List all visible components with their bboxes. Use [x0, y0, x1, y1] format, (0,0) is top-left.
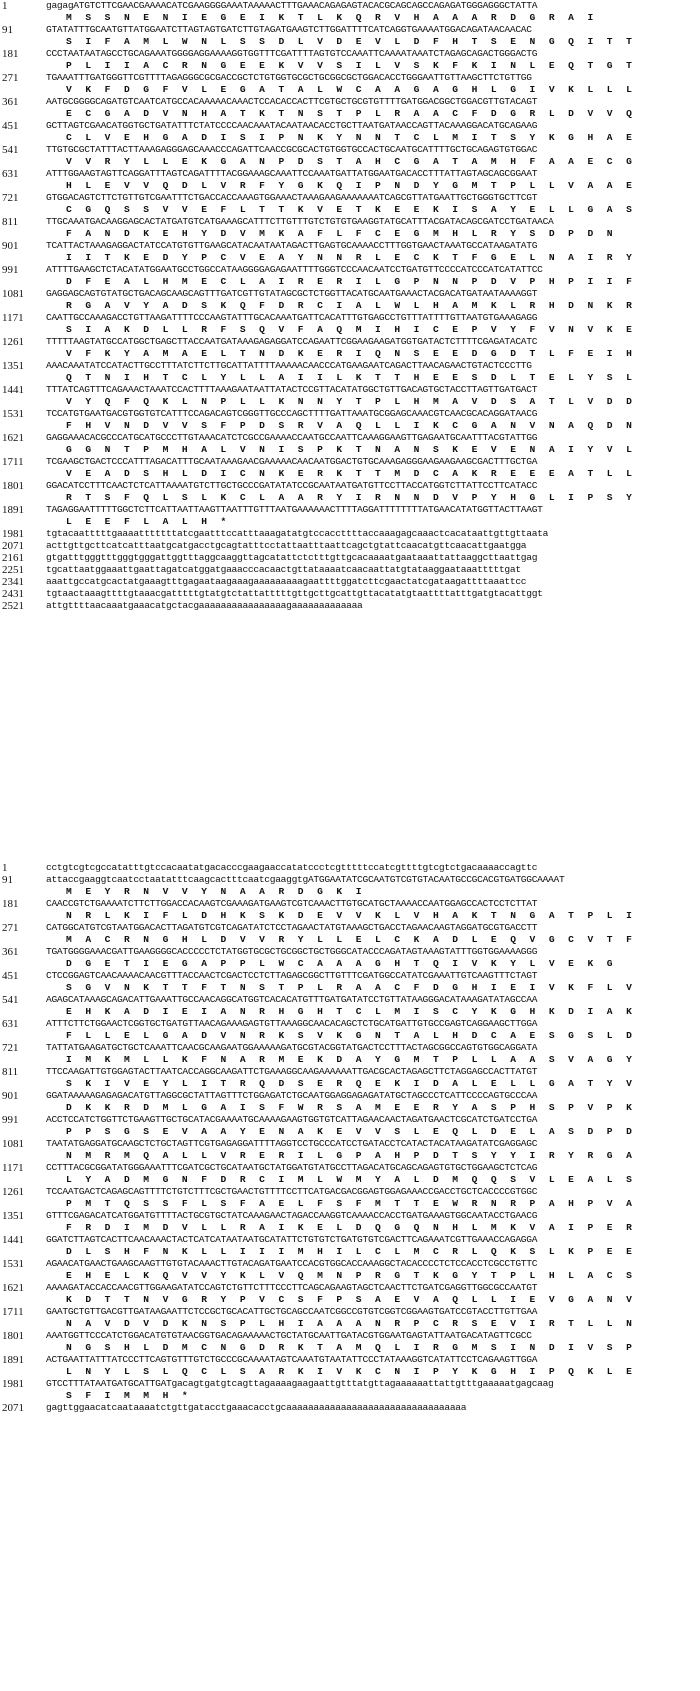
- amino-acid-translation-line: [0, 156, 700, 168]
- nucleotide-sequence-line: [0, 144, 700, 156]
- amino-acid-translation-line: [0, 396, 700, 408]
- utr-sequence-line: [0, 552, 700, 564]
- sequence-block-2: [0, 862, 700, 1414]
- nucleotide-sequence: ATTTTGAAGCTCTACATATGGAATGCCTGGCCATAAGGGGAGAGAATTTTGGGTCCCAACAATCCTGATGTTCCCCATCCCATCATATTCC: [46, 264, 543, 275]
- amino-acid-translation-line: [0, 204, 700, 216]
- nucleotide-sequence: CAACCGTCTGAAAATCTTCTTGGACCACAAGTCGAAAGATGAAGTCGTCAAACTTGTGCATGCTAAAACCAATGGAGCCACTCCTCTTAT: [46, 898, 538, 909]
- position-number: 91: [2, 874, 13, 886]
- utr-sequence-line: [0, 600, 700, 612]
- amino-acid-translation-line: [0, 444, 700, 456]
- amino-acid-translation: K D T T N V G R Y P V C S F P S A E V A Q L L I E V G A N V: [66, 1294, 636, 1305]
- nucleotide-sequence-line: [0, 120, 700, 132]
- amino-acid-translation-line: [0, 934, 700, 946]
- position-number: 1441: [2, 384, 24, 396]
- nucleotide-sequence-line: [0, 480, 700, 492]
- position-number: 2521: [2, 600, 24, 612]
- nucleotide-sequence: TTGTGCGCTATTTACTTAAAGAGGGAGCAAACCCAGATTCAACCGCGCACTGTGGTGCCACTGCAATGCATTTTGCTGCAGAGTGTGGAC: [46, 144, 538, 155]
- amino-acid-translation-line: [0, 12, 700, 24]
- nucleotide-sequence-line: [0, 1210, 700, 1222]
- amino-acid-translation-line: [0, 1150, 700, 1162]
- amino-acid-translation-line: [0, 180, 700, 192]
- amino-acid-translation-line: [0, 132, 700, 144]
- utr-sequence-line: [0, 1402, 700, 1414]
- position-number: 181: [2, 898, 19, 910]
- nucleotide-sequence-line: [0, 216, 700, 228]
- nucleotide-sequence: CCTTTACGCGGATATGGGAAATTTCGATCGCTGCATAATGCTATGGATGTATGCCTTAGACATGCAGCAGAGTGTGCTGGAAGCTCTCAG: [46, 1162, 538, 1173]
- nucleotide-sequence: TAATATGAGGATGCAAGCTCTGCTAGTTCGTGAGAGGATTTTAGGTCCTGCCCATCCTGATACCTCATACTACATAAGATATCGAGGAGC: [46, 1138, 538, 1149]
- position-number: 1801: [2, 480, 24, 492]
- amino-acid-translation-line: [0, 300, 700, 312]
- amino-acid-translation-line: [0, 1246, 700, 1258]
- position-number: 1261: [2, 336, 24, 348]
- nucleotide-sequence-line: [0, 432, 700, 444]
- nucleotide-sequence: GCTTAGTCGAACATGGTGCTGATATTTCTATCCCCAACAAATACAATAACACCTGCTTAATGATAACCAGTTACAAAGGACATGCAGAAG: [46, 120, 538, 131]
- nucleotide-sequence-line: [0, 1162, 700, 1174]
- nucleotide-sequence-line: [0, 1066, 700, 1078]
- nucleotide-sequence: GAATGCTGTTGACGTTGATAAGAATTCTCCGCTGCACATTGCTGCAGCCAATCGGCCGTGTCGGTCGGAAGTGATCCGTACCTTGTTGAA: [46, 1306, 538, 1317]
- nucleotide-sequence: CCCTAATAATAGCCTGCAGAAATGGGGAGGAAAAGGTGGTTTCGATTTTAGTGTCCAAATTCAAAATAAATCTAGAGCAGACTGGGACTG: [46, 48, 538, 59]
- amino-acid-translation: E H E L K Q V V Y K L V Q M N P R G T K G Y T P L H L A C S: [66, 1270, 636, 1281]
- utr-sequence: attgttttaacaaatgaaacatgctacgaaaaaaaaaaaaaaaagaaaaaaaaaaaaa: [46, 600, 363, 611]
- nucleotide-sequence: GTATATTTGCAATGTTATGGAATCTTAGTAGTGATCTTGTAGATGAAGTCTTGGATTTTCATCAGGTGAAAATGGACAGATAACAACAC: [46, 24, 532, 35]
- utr-sequence: tgcattaatggaaattgaattagatcatggatgaaacccacaactgttataaaatcaacaattatgtataaggaataaatttttgat: [46, 564, 521, 575]
- amino-acid-translation-line: [0, 1126, 700, 1138]
- nucleotide-sequence: TATTATGAAGATGCTGCTCAAATTCAACGCAAGAATGGAAAAAGATGCGTACGGTATGACTCCTTTACTAGCGGCCAGTGTGGCAGGATA: [46, 1042, 538, 1053]
- nucleotide-sequence: CATGGCATGTCGTAATGGACACTTAGATGTCGTCAGATATCTCCTAGAACTATGTAAAGCTGACCTAGAACAAGTAGGATGCGTGACCTT: [46, 922, 538, 933]
- amino-acid-translation: S K I V E Y L I T R Q D S E R Q E K I D A L E L L G A T Y V: [66, 1078, 636, 1089]
- position-number: 1711: [2, 456, 24, 468]
- position-number: 2341: [2, 576, 24, 588]
- nucleotide-sequence-line: [0, 922, 700, 934]
- amino-acid-translation: P L I I A C R N G E E K V V S I L V S K F K I N L E Q T G T: [66, 60, 636, 71]
- position-number: 901: [2, 240, 19, 252]
- nucleotide-sequence-line: [0, 312, 700, 324]
- nucleotide-sequence: ATTTGGAAGTAGTTCAGGATTTAGTCAGATTTTACGGAAAGCAAATTCCAAATGATTATGGAATGACACCTTTATTAGTAGCAGCGGAAT: [46, 168, 538, 179]
- amino-acid-translation: C G Q S S V V E F L T T K V E T K E E K I S A Y E L L G A S: [66, 204, 636, 215]
- position-number: 1171: [2, 1162, 24, 1174]
- position-number: 1891: [2, 1354, 24, 1366]
- amino-acid-translation: L E E F L A L H *: [66, 516, 231, 527]
- amino-acid-translation: L N Y L S L Q C L S A R K I V K C N I P Y K G H I P Q K L E: [66, 1366, 636, 1377]
- position-number: 361: [2, 946, 19, 958]
- position-number: 271: [2, 922, 19, 934]
- utr-sequence-line: [0, 528, 700, 540]
- amino-acid-translation-line: [0, 516, 700, 528]
- position-number: 1621: [2, 432, 24, 444]
- amino-acid-translation-line: [0, 1342, 700, 1354]
- utr-sequence-line: [0, 564, 700, 576]
- position-number: 2161: [2, 552, 24, 564]
- nucleotide-sequence-line: [0, 946, 700, 958]
- nucleotide-sequence: GTGGACAGTCTTCTGTTGTCGAATTTCTGACCACCAAAGTGGAAACTAAAGAAGAAAAAAATCAGCGTTATGAATTGCTGGGTGCTTCGT: [46, 192, 538, 203]
- nucleotide-sequence-line: [0, 1114, 700, 1126]
- amino-acid-translation-line: [0, 910, 700, 922]
- utr-sequence-line: [0, 576, 700, 588]
- position-number: 1531: [2, 408, 24, 420]
- nucleotide-sequence-line: [0, 456, 700, 468]
- amino-acid-translation: E C G A D V N H A T K T N S T P L R A A C F D G R L D V V Q: [66, 108, 636, 119]
- nucleotide-sequence: GTCCTTTATAATGATGCATTGATgacagtgatgtcagttagaaaagaagaattgtttatgttagaaaaaattattgtttgaaaaatgagcaag: [46, 1378, 554, 1389]
- amino-acid-translation: N M R M Q A L L V R E R I L G P A H P D T S Y Y I R Y R G A: [66, 1150, 636, 1161]
- amino-acid-translation-line: [0, 468, 700, 480]
- position-number: 991: [2, 1114, 19, 1126]
- position-number: 631: [2, 168, 19, 180]
- position-number: 181: [2, 48, 19, 60]
- utr-sequence: tgtacaatttttgaaaatttttttatcgaatttccatttaaagatatgtccaccttttaccaaagagcaaactcacataattgttgttaata: [46, 528, 549, 539]
- amino-acid-translation-line: [0, 1030, 700, 1042]
- amino-acid-translation: C L V E H G A D I S I P N K Y N N T C L M I T S Y K G H A E: [66, 132, 636, 143]
- nucleotide-sequence-line: [0, 96, 700, 108]
- sequence-block-1: [0, 0, 700, 612]
- amino-acid-translation-line: [0, 84, 700, 96]
- amino-acid-translation: V F K Y A M A E L T N D K E R I Q N S E E D G D T L F E I H: [66, 348, 636, 359]
- position-number: 1891: [2, 504, 24, 516]
- amino-acid-translation: D L S H F N K L L I I I M H I L C L M C R L Q K S L K P E E: [66, 1246, 636, 1257]
- nucleotide-sequence: AGAGCATAAAGCAGACATTGAAATTGCCAACAGGCATGGTCACACATGTTTGATGATATCCTGTTATAAGGGACATAAAGATATAGCCAA: [46, 994, 538, 1005]
- nucleotide-sequence-line: [0, 504, 700, 516]
- position-number: 2431: [2, 588, 24, 600]
- nucleotide-sequence: TCCATGTGAATGACGTGGTGTCATTTCCAGACAGTCGGGTTGCCCAGCTTTTGATTAAATGCGGAGCAAACGTCAACGCACAGGATAACG: [46, 408, 538, 419]
- amino-acid-translation: E H K A D I E I A N R H G H T C L M I S C Y K G H K D I A K: [66, 1006, 636, 1017]
- nucleotide-sequence-line: [0, 0, 700, 12]
- nucleotide-sequence: AAACAAATATCCATACTTGCCTTTATCTTCTTGCATTATTTTAAAAACAACCCATGAAGAATCAGACTTAACAGAACTGTACTCCCTTG: [46, 360, 532, 371]
- amino-acid-translation-line: [0, 420, 700, 432]
- utr-sequence: aaattgccatgcactatgaaagtttgagaataagaaagaaaaaaaaagaattttggatcttcgaactatcgataagattttaaattcc: [46, 576, 527, 587]
- amino-acid-translation-line: [0, 60, 700, 72]
- position-number: 2071: [2, 540, 24, 552]
- amino-acid-translation-line: [0, 492, 700, 504]
- position-number: 91: [2, 24, 13, 36]
- amino-acid-translation: N G S H L D M C N G D R K T A M Q L I R G M S I N D I V S P: [66, 1342, 636, 1353]
- amino-acid-translation: D F E A L H M E C L A I R E R I L G P N N P D V P H P I I F: [66, 276, 636, 287]
- nucleotide-sequence: AATGCGGGGCAGATGTCAATCATGCCACAAAAACAAACTCCACACCACTTCGTGCTGCGTGTTTTGATGGACGGCTGGACGTTGTACAGT: [46, 96, 538, 107]
- position-number: 361: [2, 96, 19, 108]
- nucleotide-sequence-line: [0, 168, 700, 180]
- nucleotide-sequence: CAATTGCCAAAGACCTGTTAAGATTTTCCCAAGTATTTGCACAAATGATTCACATTTGTGAGCCTGTTTATTTTGTTAATGTGAAAGAGG: [46, 312, 538, 323]
- nucleotide-sequence: GTTTCGAGACATCATGGATGTTTTACTGCGTGCTATCAAAGAACTAGACCAAGGTCAAAACCACCTGATGAAAGTGGCAATACCTGAACG: [46, 1210, 538, 1221]
- nucleotide-sequence: TAGAGGAATTTTTGGCTCTTCATTAATTAAGTTAATTTGTTTAATGAAAAAACTTTTAGGATTTTTTTTATGAACATATGGTTACTTAAGT: [46, 504, 543, 515]
- nucleotide-sequence-line: [0, 384, 700, 396]
- position-number: 1441: [2, 1234, 24, 1246]
- nucleotide-sequence-line: [0, 1258, 700, 1270]
- amino-acid-translation: N R L K I F L D H K S K D E V V K L V H A K T N G A T P L I: [66, 910, 636, 921]
- nucleotide-sequence: attaccgaaggtcaatcctaatatttcaagcactttcaatcgaaggtgATGGAATATCGCAATGTCGTGTACAATGCCGCACGTGATGGCAAAAT: [46, 874, 565, 885]
- nucleotide-sequence: TGAAATTTGATGGGTTCGTTTTAGAGGGCGCGACCGCTCTGTGGTGCGCTGCGGCGCTGGACACCTGGGAATTGTTAAGCTTCTGTTGG: [46, 72, 532, 83]
- position-number: 1: [2, 862, 8, 874]
- amino-acid-translation: G G N T P M H A L V N I S P K T N A N S K E V E N A I Y V L: [66, 444, 636, 455]
- nucleotide-sequence-line: [0, 264, 700, 276]
- amino-acid-translation: H L E V V Q D L V R F Y G K Q I P N D Y G M T P L L V A A E: [66, 180, 636, 191]
- nucleotide-sequence-line: [0, 1330, 700, 1342]
- nucleotide-sequence: TCGAAGCTGACTCCCATTTAGACATTTGCAATAAAGAACGAAAAACAACAATGGACTGTGCAAAGAGGGAAGAAGAAGCGACTTTGCTGA: [46, 456, 538, 467]
- nucleotide-sequence: TTTTTAAGTATGCCATGGCTGAGCTTACCAATGATAAAGAGAGGATCCAGAATTCGGAAGAAGATGGTGATACTCTTTTCGAGATACATC: [46, 336, 538, 347]
- amino-acid-translation: Q T N I H T C L Y L L A I I L K T T H E E S D L T E L Y S L: [66, 372, 636, 383]
- nucleotide-sequence-line: [0, 874, 700, 886]
- nucleotide-sequence-line: [0, 994, 700, 1006]
- amino-acid-translation: V K F D G F V L E G A T A L W C A A G A G H L G I V K L L L: [66, 84, 636, 95]
- position-number: 1531: [2, 1258, 24, 1270]
- amino-acid-translation-line: [0, 1078, 700, 1090]
- amino-acid-translation: S F I M M H *: [66, 1390, 192, 1401]
- nucleotide-sequence-line: [0, 1282, 700, 1294]
- nucleotide-sequence: TCATTACTAAAGAGGACTATCCATGTGTTGAAGCATACAATAATAGACTTGAGTGCAAAACCTTTGGTGAACTAAATGCCATAAGATATG: [46, 240, 538, 251]
- nucleotide-sequence-line: [0, 1138, 700, 1150]
- nucleotide-sequence-line: [0, 1042, 700, 1054]
- nucleotide-sequence-line: [0, 970, 700, 982]
- nucleotide-sequence: GGATCTTAGTCACTTCAACAAACTACTCATCATAATAATGCATATTCTGTGTCTGATGTGTCGACTTCAGAAATCGTTGAAACCAGAGGA: [46, 1234, 538, 1245]
- amino-acid-translation: F A N D K E H Y D V M K A F L F C E G M H L R Y S D P D N: [66, 228, 617, 239]
- amino-acid-translation: N A V D V D K N S P L H I A A A N R P C R S E V I R T L L N: [66, 1318, 636, 1329]
- nucleotide-sequence: GAGGAAACACGCCCATGCATGCCCTTGTAAACATCTCGCCGAAAACCAATGCCAATTCAAAGGAAGTTGAGAATGCAATTTACGTATTGG: [46, 432, 538, 443]
- amino-acid-translation: S I F A M L W N L S S D L V D E V L D F H T S E N G Q I T T: [66, 36, 636, 47]
- utr-sequence-line: [0, 862, 700, 874]
- position-number: 1711: [2, 1306, 24, 1318]
- position-number: 1: [2, 0, 8, 12]
- nucleotide-sequence-line: [0, 1090, 700, 1102]
- nucleotide-sequence-line: [0, 192, 700, 204]
- amino-acid-translation-line: [0, 372, 700, 384]
- nucleotide-sequence-line: [0, 240, 700, 252]
- amino-acid-translation: S G V N K T T F T N S T P L R A A C F D G H I E I V K F L V: [66, 982, 636, 993]
- nucleotide-sequence: CTCCGGAGTCAACAAAACAACGTTTACCAACTCGACTCCTCTTAGAGCGGCTTGTTTCGATGGCCATATCGAAATTGTCAAGTTTCTAGT: [46, 970, 538, 981]
- nucleotide-sequence: ACCTCCATCTGGTTCTGAAGTTGCTGCATACGAAAATGCAAAAGAAGTGGTGTCATTAGAACAACTAGATGAACTCGCATCTGATCCTGA: [46, 1114, 538, 1125]
- position-number: 2071: [2, 1402, 24, 1414]
- amino-acid-translation-line: [0, 1222, 700, 1234]
- position-number: 811: [2, 216, 19, 228]
- nucleotide-sequence: GGACATCCTTTCAACTCTCATTAAAATGTCTTGCTGCCCGATATATCCGCAATAATGATGTTCCTTACCATGGTCTTATTCCTTCATACC: [46, 480, 538, 491]
- amino-acid-translation-line: [0, 886, 700, 898]
- nucleotide-sequence-line: [0, 72, 700, 84]
- amino-acid-translation: M E Y R N V V Y N A A R D G K I: [66, 886, 366, 897]
- position-number: 1351: [2, 1210, 24, 1222]
- amino-acid-translation-line: [0, 1102, 700, 1114]
- utr-sequence: gtgatttgggtttgggtgggattggtttaggcaaggttagcatattctctttgttgcacaaaatgaataaattattaaggcttaattgag: [46, 552, 538, 563]
- nucleotide-sequence: TGATGGGGAAACGATTGAAGGGGCACCCCCTCTATGGTGCGCTGCGGCTGCTGGGCATACCCAGATAGTAAAGTATTTGGTGGAAAAGGG: [46, 946, 538, 957]
- nucleotide-sequence: GGATAAAAAGAGAGACATGTTAGGCGCTATTAGTTTCTGGAGATCTGCAATGGAGGAGAGATATGCTAGCCCTCATTCCCCAGTGCCCAA: [46, 1090, 538, 1101]
- nucleotide-sequence: TCCAATGACTCAGAGCAGTTTTCTGTCTTTCGCTGAACTGTTTTCCTTCATGACGACGGAGTGGAGAAACCGACCTGCTCACCCCGTGGC: [46, 1186, 538, 1197]
- utr-sequence-line: [0, 540, 700, 552]
- position-number: 451: [2, 120, 19, 132]
- amino-acid-translation: V E A D S H L D I C N K E R K T T M D C A K R E E E A T L L: [66, 468, 636, 479]
- nucleotide-sequence: TTCCAAGATTGTGGAGTACTTAATCACCAGGCAAGATTCTGAAAGGCAAGAAAAAATTGACGCACTAGAGCTTCTAGGAGCCACTTATGT: [46, 1066, 538, 1077]
- position-number: 271: [2, 72, 19, 84]
- amino-acid-translation-line: [0, 1006, 700, 1018]
- nucleotide-sequence-line: [0, 1234, 700, 1246]
- amino-acid-translation: F L L E L G A D V N R K S V K G N T A L H D C A E S G S L D: [66, 1030, 636, 1041]
- nucleotide-sequence-line: [0, 24, 700, 36]
- utr-sequence: gagttggaacatcaataaaatctgttgatacctgaaacacctgcaaaaaaaaaaaaaaaaaaaaaaaaaaaaaaaaa: [46, 1402, 467, 1413]
- amino-acid-translation-line: [0, 252, 700, 264]
- nucleotide-sequence: ATTTCTTCTGGAACTCGGTGCTGATGTTAACAGAAAGAGTGTTAAAGGCAACACAGCTCTGCATGATTGTGCCGAGTCAGGAAGCTTGGA: [46, 1018, 538, 1029]
- position-number: 541: [2, 994, 19, 1006]
- position-number: 721: [2, 1042, 19, 1054]
- nucleotide-sequence: TTTATCAGTTTCAGAAACTAAATCCACTTTTAAAGAATAATTATACTCCGTTACATATGGCTGTTGACAGTGCTACCTTAGTTGATGACT: [46, 384, 538, 395]
- utr-sequence: acttgttgcttcatcatttaatgcatgacctgcagtatttcctattaatttaattcagctgtattcaacatgttcaacattgaatgga: [46, 540, 527, 551]
- amino-acid-translation-line: [0, 348, 700, 360]
- nucleotide-sequence-line: [0, 408, 700, 420]
- nucleotide-sequence-line: [0, 1018, 700, 1030]
- amino-acid-translation-line: [0, 1054, 700, 1066]
- position-number: 1621: [2, 1282, 24, 1294]
- amino-acid-translation: R T S F Q L S L K C L A A R Y I R N N D V P Y H G L I P S Y: [66, 492, 636, 503]
- position-number: 451: [2, 970, 19, 982]
- nucleotide-sequence-line: [0, 1186, 700, 1198]
- amino-acid-translation: I I T K E D Y P C V E A Y N N R L E C K T F G E L N A I R Y: [66, 252, 636, 263]
- nucleotide-sequence-line: [0, 1306, 700, 1318]
- amino-acid-translation-line: [0, 982, 700, 994]
- utr-sequence: cctgtcgtcgccatatttgtccacaatatgacacccgaagaaccatatccctcgtttttccatcgttttgtcgtctgacaaaaccagttc: [46, 862, 538, 873]
- nucleotide-sequence: AGAACATGAACTGAAGCAAGTTGTGTACAAACTTGTACAGATGAATCCACGTGGCACCAAAGGCTACACCCCTCTCCACCTCGCCTGTTC: [46, 1258, 538, 1269]
- amino-acid-translation: V Y Q F Q K L N P L L K N N Y T P L H M A V D S A T L V D D: [66, 396, 636, 407]
- position-number: 1171: [2, 312, 24, 324]
- nucleotide-sequence-line: [0, 1354, 700, 1366]
- nucleotide-sequence: GAGGAGCAGTGTATGCTGACAGCAAGCAGTTTGATCGTTGTATAGCGCTCTGGTTACATGCAATGAAACTACGACATGATAATAAAAGGT: [46, 288, 538, 299]
- nucleotide-sequence-line: [0, 898, 700, 910]
- position-number: 1801: [2, 1330, 24, 1342]
- amino-acid-translation-line: [0, 1174, 700, 1186]
- position-number: 1351: [2, 360, 24, 372]
- amino-acid-translation: R G A V Y A D S K Q F D R C I A L W L H A M K L R H D N K R: [66, 300, 636, 311]
- amino-acid-translation-line: [0, 228, 700, 240]
- amino-acid-translation-line: [0, 1198, 700, 1210]
- nucleotide-sequence: ACTGAATTATTTATCCCTTCAGTGTTTGTCTGCCCGCAAAATAGTCAAATGTAATATTCCCTATAAAGGTCATATTCCTCAGAAGTTGGA: [46, 1354, 538, 1365]
- amino-acid-translation: M S S N E N I E G E I K T L K Q R V H A A A R D G R A I: [66, 12, 598, 23]
- amino-acid-translation-line: [0, 324, 700, 336]
- amino-acid-translation-line: [0, 108, 700, 120]
- position-number: 2251: [2, 564, 24, 576]
- nucleotide-sequence: AAAAGATACCACCAACGTTGGAAGATATCCAGTCTGTTCTTTCCCTTCAGCAGAAGTAGCTCAACTTCTGATCGAGGTTGGCGCCAATGT: [46, 1282, 538, 1293]
- position-number: 811: [2, 1066, 19, 1078]
- utr-sequence-line: [0, 588, 700, 600]
- nucleotide-sequence: TTGCAAATGACAAGGAGCACTATGATGTCATGAAAGCATTTCTTGTTTGTCTGTGTGAAGGTATGCATTTACGATACAGCGATCCTGATAACA: [46, 216, 554, 227]
- nucleotide-sequence: AAATGGTTCCCATCTGGACATGTGTAACGGTGACAGAAAAACTGCTATGCAATTGATACGTGGAATGAGTATTAATGACATAGTTCGCC: [46, 1330, 532, 1341]
- nucleotide-sequence-line: [0, 336, 700, 348]
- utr-sequence: tgtaactaaagttttgtaaacgatttttgtatgtctattatttttgttgcttgcattgttacatatgtaattttatttgatgtacattggt: [46, 588, 543, 599]
- position-number: 1081: [2, 288, 24, 300]
- amino-acid-translation-line: [0, 1390, 700, 1402]
- amino-acid-translation-line: [0, 1270, 700, 1282]
- amino-acid-translation: F R D I M D V L L R A I K E L D Q G Q N H L M K V A I P E R: [66, 1222, 636, 1233]
- amino-acid-translation: P M T Q S S F L S F A E L F S F M T T E W R N R P A H P V A: [66, 1198, 636, 1209]
- amino-acid-translation: D G E T I E G A P P L W C A A A G H T Q I V K Y L V E K G: [66, 958, 617, 969]
- position-number: 901: [2, 1090, 19, 1102]
- amino-acid-translation: P P S G S E V A A Y E N A K E V V S L E Q L D E L A S D P D: [66, 1126, 636, 1137]
- amino-acid-translation: L Y A D M G N F D R C I M L W M Y A L D M Q Q S V L E A L S: [66, 1174, 636, 1185]
- position-number: 721: [2, 192, 19, 204]
- position-number: 1081: [2, 1138, 24, 1150]
- position-number: 1261: [2, 1186, 24, 1198]
- amino-acid-translation-line: [0, 958, 700, 970]
- position-number: 1981: [2, 1378, 24, 1390]
- amino-acid-translation-line: [0, 276, 700, 288]
- position-number: 631: [2, 1018, 19, 1030]
- amino-acid-translation-line: [0, 36, 700, 48]
- amino-acid-translation: M A C R N G H L D V V R Y L L E L C K A D L E Q V G C V T F: [66, 934, 636, 945]
- amino-acid-translation: D K K R D M L G A I S F W R S A M E E R Y A S P H S P V P K: [66, 1102, 636, 1113]
- nucleotide-sequence-line: [0, 360, 700, 372]
- amino-acid-translation: S I A K D L L R F S Q V F A Q M I H I C E P V Y F V N V K E: [66, 324, 636, 335]
- amino-acid-translation: I M K M L L K F N A R M E K D A Y G M T P L L A A S V A G Y: [66, 1054, 636, 1065]
- nucleotide-sequence-line: [0, 1378, 700, 1390]
- amino-acid-translation-line: [0, 1366, 700, 1378]
- amino-acid-translation: V V R Y L L E K G A N P D S T A H C G A T A M H F A A E C G: [66, 156, 636, 167]
- amino-acid-translation-line: [0, 1294, 700, 1306]
- position-number: 1981: [2, 528, 24, 540]
- amino-acid-translation: F H V N D V V S F P D S R V A Q L L I K C G A N V N A Q D N: [66, 420, 636, 431]
- position-number: 541: [2, 144, 19, 156]
- nucleotide-sequence-line: [0, 288, 700, 300]
- position-number: 991: [2, 264, 19, 276]
- amino-acid-translation-line: [0, 1318, 700, 1330]
- nucleotide-sequence-line: [0, 48, 700, 60]
- nucleotide-sequence: gagagATGTCTTCGAACGAAAACATCGAAGGGGAAATAAAAACTTTGAAACAGAGAGTACACGCAGCAGCCAGAGATGGGAGGGCTATTA: [46, 0, 538, 11]
